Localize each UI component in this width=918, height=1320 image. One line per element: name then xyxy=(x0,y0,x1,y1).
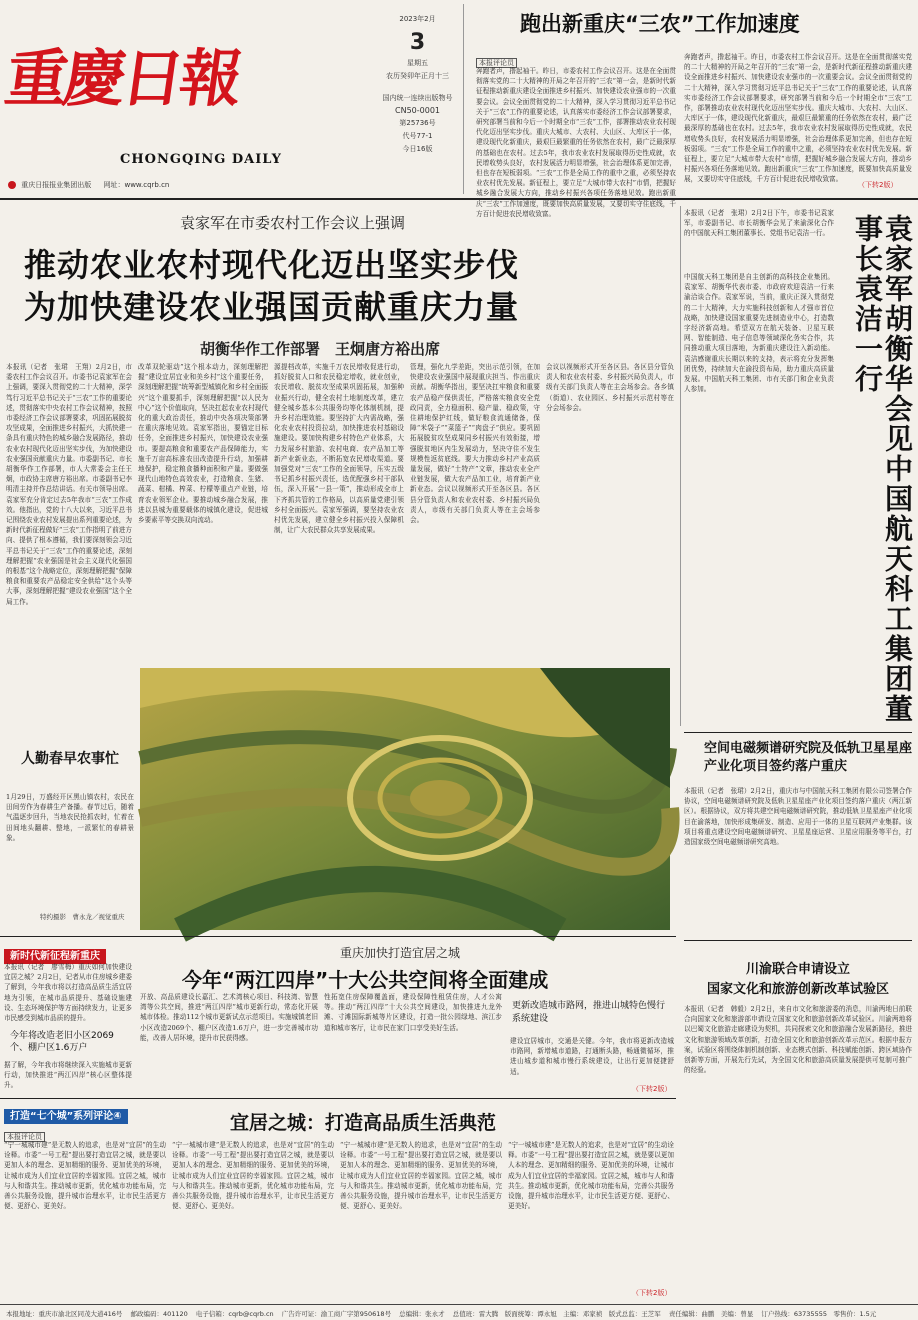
liangjiang-subtitle: 重庆加快打造宜居之城 xyxy=(340,946,461,960)
masthead-english: CHONGQING DAILY xyxy=(120,152,282,167)
side-intro: 本报讯（记者 张珺）2月2日下午，市委书记袁家军，市委副书记、市长胡衡华会见了来渝深化合作的中国航天科工集团董事长、党组书记袁洁一行。 xyxy=(684,209,835,238)
masthead-info-bar xyxy=(8,180,368,192)
lead-col-3: 源提档改革，实施千万农民增收促进行动，抓好脱贫人口和农民稳定增收，就业创业，农民增收、脱贫攻坚成果巩固拓展，加强种业振兴行动，健全农村土地制度改革，建立健全城乡基本公共服务均等化体制机制，提升乡村治理效能。要坚持扩大内需战略，强化农业农村投资拉动，加快推进农村基础设施建设。要加快构建乡村特色产业体系，大力发展乡村旅游、农村电商、农产品加工等新产业新业态，不断拓宽农民增收渠道。要加强党对“三农”工作的全面领导，压实五级书记抓乡村振兴责任，选优配强乡村干部队伍，深入开展“一县一策”，推动形成全市上下齐抓共管的工作格局，以高质量党建引领乡村全面振兴。袁家军强调，要坚持农业农村优先发展，建立健全乡村振兴投入保障机制，让广大农民群众共享发展成果。 xyxy=(274,363,404,535)
space-story-title[interactable]: 空间电磁频谱研究院及低轨卫星星座产业化项目签约落户重庆 xyxy=(704,741,913,774)
website[interactable]: 网址：www.cqrb.cn xyxy=(103,181,170,189)
seven-city-title[interactable]: 宜居之城：打造高品质生活典范 xyxy=(230,1112,497,1134)
footer-page-editor: 责任编辑：曲鹏 美编：曾显 xyxy=(668,1310,754,1318)
column-divider xyxy=(680,206,681,726)
date-lunar: 农历癸卯年正月十三 xyxy=(386,72,449,80)
footer xyxy=(0,1304,918,1320)
liangjiang-title[interactable]: 今年“两江四岸”十大公共空间将全面建成 xyxy=(182,968,549,992)
space-rule xyxy=(684,732,912,733)
lead-col-2: 改革双轮驱动”这个根本动力，深刻理解把握“建设宜居宜业和美乡村”这个重要任务，深刻理解把握“统筹新型城镇化和乡村全面振兴”这个重要抓手，深刻理解把握“以人民为中心”这个价值取向，坚决扛起农业农村现代化的重大政治责任，推动中央各项决策部署在重庆落地见效。袁家军指出，要锚定目标任务，全面推进乡村振兴，加快建设农业强市。要提高粮食和重要农产品保障能力，实施千万亩高标准农田改造提升行动，加强耕地保护，稳定粮食播种面积和产量。要做强现代山地特色高效农业，打造粮食、生猪、蔬菜、柑橘、榨菜、柠檬等重点产业链，培育农业领军企业。要推动城乡融合发展，推进以县城为重要载体的城镇化建设，促进城乡要素平等交换双向流动。 xyxy=(138,363,268,525)
seven-city-col-1: “宁一城城市建”是无数人的追求，也是对“宜居”的生动诠释。市委“一号工程”提出要打造宜居之城，就是要以更加人本的理念、更加精细的服务、更加优美的环境，让城市成为人们宜业宜居的幸福家园。宜居之城，城市与人和谐共生。推动城市更新，优化城市功能布局，完善公共服务设施，提升城市治理水平，让市民生活更方便、更舒心、更美好。 xyxy=(4,1141,166,1211)
masthead-logo: 重慶日報 xyxy=(0,42,244,115)
commentary-rule xyxy=(0,1098,676,1099)
logo-dot-icon xyxy=(8,181,16,189)
date-year-month: 2023年2月 xyxy=(399,15,436,23)
photo-caption: 1月29日，万盛经开区黑山镇农村，农民在田间劳作为春耕生产备播。春节过后，随着气温逐步回升，当地农民抢抓农时，忙着在田间地头翻耕、整地，一派繁忙的春耕景象。 xyxy=(6,793,134,842)
new-era-body: 本报讯（记者 廖雪梅）重庆如何加快建设宜居之城？2月2日，记者从市住房城乡建委了解到，今年我市将以打造高品质生活宜居地为引领，在城市品质提升、基础设施建设、生态环境保护等方面持续发力，让更多市民感受到城市品质的提升。 xyxy=(4,963,132,1023)
liangjiang-col-1: 开放、高品质建设长嘉汇、艺术湾核心项目、科技湾、智慧湾等公共空间，推进“两江四岸”城市更新行动，常态化开展城市体检。推动112个城市更新试点示范项目。实施城镇老旧小区改造2069个、棚户区改造1.6万户，进一步完善城市功能，改善人居环境，提升市民获得感。 xyxy=(140,993,318,1042)
lead-col-1: 本报讯（记者 张珺 王翔）2月2日，市委农村工作会议召开。市委书记袁家军在会上强调，要深入贯彻党的二十大精神，深学笃行习近平总书记关于“三农”工作的重要论述，贯彻落实中央农村工作会议精神，按照市委经济工作会议部署要求，巩固拓展脱贫攻坚成果，全面推进乡村振兴，大抓快建一条具有重庆特色的城乡融合发展路径，推动农业农村现代化迈出坚实步伐，为加快建设农业强国贡献重庆力量。市委副书记、市长胡衡华作工作部署，市人大常委会主任王炯，市政协主席唐方裕出席。市委副书记李明清主持并作总结讲话。有关市领导出席。袁家军充分肯定过去5年我市“三农”工作成效。他指出，党的十八大以来，习近平总书记围绕农业农村发展提出系列重要论述，为新时代新征程做好“三农”工作指明了前进方向、提供了根本遵循，我们要深刻领会习近平总书记关于“三农”工作的重要论述，深刻理解把握“农业强国是社会主义现代化强国的根基”这个战略定位，深刻理解把握“保障粮食和重要农产品稳定安全供给”这个头等大事，深刻理解把握“建设农业强国”这个全局工作。 xyxy=(6,363,132,606)
top-story-title[interactable]: 跑出新重庆“三农”工作加速度 xyxy=(520,12,800,36)
seven-city-label[interactable]: 打造“七个城”系列评论④ xyxy=(4,1104,128,1123)
new-era-sub-body: 据了解，今年我市将继续深入实施城市更新行动，加快推进“两江四岸”核心区整体提升。 xyxy=(4,1061,132,1090)
seven-city-cont[interactable]: （下转2版） xyxy=(632,1289,672,1297)
issue-number: 第25736号 xyxy=(399,119,436,127)
postal-code: 代号77-1 xyxy=(402,132,433,140)
lead-col-4: 管理，强化九学差距，突出示范引领，在加快建设农业强国中展现重庆担当、作出重庆贡献。胡衡华指出，要坚决扛牢粮食和重要农产品稳产保供责任，严格落实粮食安全党政同责，全力稳面积、稳产量、稳政策，守住耕地保护红线，做好粮食流通储备，保障“米袋子”“菜篮子”“肉盘子”供应。要巩固拓展脱贫攻坚成果同乡村振兴有效衔接，增强脱贫地区内生发展动力，坚决守住不发生规模性返贫底线。要大力推动乡村产业高质量发展，做好“土特产”文章，推动农业全产业链发展，做大农产品加工业，培育新产业新业态。会议以视频形式开至各区县。各区县分管负责人和农业农村委、乡村振兴局负责人，市级有关部门负责人等在主会场参会。 xyxy=(410,363,540,525)
date-day: 3 xyxy=(409,30,426,55)
chuanyu-title-line2[interactable]: 国家文化和旅游创新改革试验区 xyxy=(706,982,889,997)
masthead-rule xyxy=(0,198,918,200)
footer-editors: 总值班：雷大腾 版面统筹：谭永旭 主编：邓家祯 版式总监：王芝军 xyxy=(452,1310,661,1318)
footer-hotline: 订户热线：63735555 零售价：1.5元 xyxy=(761,1310,877,1318)
photo-credit: 特约摄影 曹永龙／视觉重庆 xyxy=(40,913,125,921)
side-body: 中国航天科工集团是自主创新的高科技企业集团。袁家军、胡衡华代表市委、市政府欢迎袁洁一行来渝洽谈合作。袁家军说，当前，重庆正深入贯彻党的二十大精神，大力实施科技创新和人才强市首位战略，加快建设国家重要先进制造业中心，打造数字经济新高地。希望双方在航天装备、卫星互联网、智能制造、电子信息等领域深化务实合作，共同推动重大项目落地，为新重庆建设注入新动能。袁洁感谢重庆长期以来的支持，表示将充分发挥集团优势，持续加大在渝投资布局，助力重庆高质量发展。中国航天科工集团、市有关部门和企业负责人参加。 xyxy=(684,273,834,394)
seven-city-col-4: “宁一城城市建”是无数人的追求，也是对“宜居”的生动诠释。市委“一号工程”提出要打造宜居之城，就是要以更加人本的理念、更加精细的服务、更加优美的环境，让城市成为人们宜业宜居的幸福家园。宜居之城，城市与人和谐共生。推动城市更新，优化城市功能布局，完善公共服务设施，提升城市治理水平，让市民生活更方便、更舒心、更美好。 xyxy=(508,1141,674,1211)
lead-title-line2[interactable]: 为加快建设农业强国贡献重庆力量 xyxy=(24,288,520,326)
footer-editor-chief: 总编辑：张永才 xyxy=(399,1310,445,1318)
publisher: 重庆日报报业集团出版 xyxy=(21,181,92,189)
farmland-photo xyxy=(140,668,670,930)
lead-title-line1[interactable]: 推动农业农村现代化迈出坚实步伐 xyxy=(24,246,520,284)
new-era-label[interactable]: 新时代新征程新重庆 xyxy=(4,944,106,963)
date-box xyxy=(372,4,464,194)
date-weekday: 星期五 xyxy=(407,59,428,67)
seven-city-col-3: “宁一城城市建”是无数人的追求，也是对“宜居”的生动诠释。市委“一号工程”提出要打造宜居之城，就是要以更加人本的理念、更加精细的服务、更加优美的环境，让城市成为人们宜业宜居的幸福家园。宜居之城，城市与人和谐共生。推动城市更新，优化城市功能布局，完善公共服务设施，提升城市治理水平，让市民生活更方便、更舒心、更美好。 xyxy=(340,1141,502,1211)
section-rule xyxy=(0,936,676,937)
liangjiang-col-3: 建设宜居城市，交通是关键。今年，我市将更新改造城市路网，新增城市道路，打通断头路，畅通微循环，推进山城步道和城市慢行系统建设，让出行更加便捷舒适。 xyxy=(510,1037,674,1076)
chuanyu-body: 本报讯（记者 韩毅）2月2日，来自市文化和旅游委的消息，川渝两地日前联合向国家文化和旅游部申请设立国家文化和旅游创新改革试验区。川渝两地将以巴蜀文化旅游走廊建设为契机，共同探索文化和旅游融合发展新路径，推进文化和旅游领域改革创新，打造全国文化和旅游创新改革示范区。根据申报方案，试验区将围绕体制机制创新、业态模式创新、科技赋能创新、跨区域协作创新等方面，开展先行先试，为全国文化和旅游高质量发展提供可复制可推广的经验。 xyxy=(684,1005,912,1075)
lead-subtitle: 袁家军在市委农村工作会议上强调 xyxy=(180,214,406,232)
side-vertical-title[interactable]: 袁家军胡衡华会见中国航天科工集团董事长袁洁一行 xyxy=(851,214,914,724)
seven-city-col-2: “宁一城城市建”是无数人的追求，也是对“宜居”的生动诠释。市委“一号工程”提出要打造宜居之城，就是要以更加人本的理念、更加精细的服务、更加优美的环境，让城市成为人们宜业宜居的幸福家园。宜居之城，城市与人和谐共生。推动城市更新，优化城市功能布局，完善公共服务设施，提升城市治理水平，让市民生活更方便、更舒心、更美好。 xyxy=(172,1141,334,1211)
footer-email[interactable]: 电子信箱：cqrb@cqrb.cn xyxy=(195,1310,274,1318)
chuanyu-rule xyxy=(684,940,912,941)
seven-city-tag: 本报评论员 xyxy=(4,1124,45,1143)
space-story-body: 本报讯（记者 张珺）2月2日，重庆市与中国航天科工集团有限公司签署合作协议，空间电磁频谱研究院及低轨卫星星座产业化项目签约落户重庆（两江新区）。根据协议，双方将共建空间电磁频谱研究院，推动低轨卫星星座产业化项目在渝落地，加快形成集研发、制造、应用于一体的卫星互联网产业集群。该项目将重点建设空间电磁频谱研究、卫星星座运营、卫星应用服务等平台，打造国家级空间电磁频谱研究高地。 xyxy=(684,787,912,847)
top-story-body-a: 奔跑者声，撸起袖干。昨日，市委农村工作会议召开。这是在全面贯彻落实党的二十大精神的开局之年召开的“三农”第一会，是新时代新征程推动新重庆建设全面推进乡村振兴、加快建设农业强市的一次重要会议。会议全面贯彻党的二十大精神，深入学习贯彻习近平总书记关于“三农”工作的重要论述，认真落实市委经济工作会议部署要求，研究部署当前和今后一个时期全市“三农”工作，部署推动农业农村现代化迈出坚实步伐。重庆大城市、大农村、大山区、大库区于一体，建设现代化新重庆，最艰巨最繁重的任务依然在农村，最广泛最深厚的基础也在农村。过去5年，我市农业农村发展取得历史性成就，农民增收势头良好，农村发展活力明显增强，社会治理体系更加完善，但也存在短板弱项。“三农”工作是全局工作的重中之重，必须坚持农业农村优先发展。新征程上，要立足“大城市带大农村”市情，把握好城乡融合发展大方向，推动乡村振兴各项任务落地见效。跑出新重庆“三农”工作加速度，既要加快高质量发展，又要切实守住底线，千方百计促进农民增收致富。 xyxy=(476,67,676,218)
liangjiang-side-title: 更新改造城市路网，推进山城特色慢行系统建设 xyxy=(512,1001,666,1024)
top-story-cont[interactable]: （下转2版） xyxy=(858,181,898,189)
page-count: 今日16版 xyxy=(402,145,433,153)
new-era-sub: 今年将改造老旧小区2069个、棚户区1.6万户 xyxy=(10,1031,114,1053)
liangjiang-cont[interactable]: （下转2版） xyxy=(632,1085,672,1093)
footer-ad-license: 广告许可证：渝工商广字第950618号 xyxy=(281,1310,392,1318)
lead-byline: 胡衡华作工作部署 王炯唐方裕出席 xyxy=(200,340,441,358)
footer-address: 本报地址：重庆市渝北区同茂大道416号 xyxy=(6,1310,123,1318)
cn-label: 国内统一连续出版物号 xyxy=(382,94,453,102)
chuanyu-title-line1[interactable]: 川渝联合申请设立 xyxy=(745,962,850,977)
liangjiang-col-2: 性拓宽住房保障覆盖面，建设保障性租赁住房，人才公寓等。推动“两江四岸”十大公共空间建设，加快推进九龙外滩、寸滩国际新城等片区建设，打造一批公园绿地、滨江步道和城市客厅，让市民在家门口享受美好生活。 xyxy=(324,993,502,1032)
cn-number: CN50-0001 xyxy=(395,106,440,115)
lead-col-5: 会议以视频形式开至各区县。各区县分管负责人和农业农村委、乡村振兴局负责人，市级有关部门负责人等在主会场参会。各乡镇（街道）、农业园区、乡村振兴示范村等在分会场参会。 xyxy=(546,363,674,412)
top-story-tag: 本报评论员 xyxy=(476,50,517,69)
top-story-body-b: 奔跑者声，撸起袖干。昨日，市委农村工作会议召开。这是在全面贯彻落实党的二十大精神的开局之年召开的“三农”第一会，是新时代新征程推动新重庆建设全面推进乡村振兴、加快建设农业强市的一次重要会议。会议全面贯彻党的二十大精神，深入学习贯彻习近平总书记关于“三农”工作的重要论述，认真落实市委经济工作会议部署要求，研究部署当前和今后一个时期全市“三农”工作，部署推动农业农村现代化迈出坚实步伐。重庆大城市、大农村、大山区、大库区于一体，建设现代化新重庆，最艰巨最繁重的任务依然在农村，最广泛最深厚的基础也在农村。过去5年，我市农业农村发展取得历史性成就，农民增收势头良好，农村发展活力明显增强，社会治理体系更加完善，但也存在短板弱项。“三农”工作是全局工作的重中之重，必须坚持农业农村优先发展。新征程上，要立足“大城市带大农村”市情，把握好城乡融合发展大方向，推动乡村振兴各项任务落地见效。跑出新重庆“三农”工作加速度，既要加快高质量发展，又要切实守住底线，千方百计促进农民增收致富。 xyxy=(684,53,912,184)
photo-title: 人勤春早农事忙 xyxy=(21,751,119,767)
footer-postcode: 邮政编码：401120 xyxy=(130,1310,188,1318)
